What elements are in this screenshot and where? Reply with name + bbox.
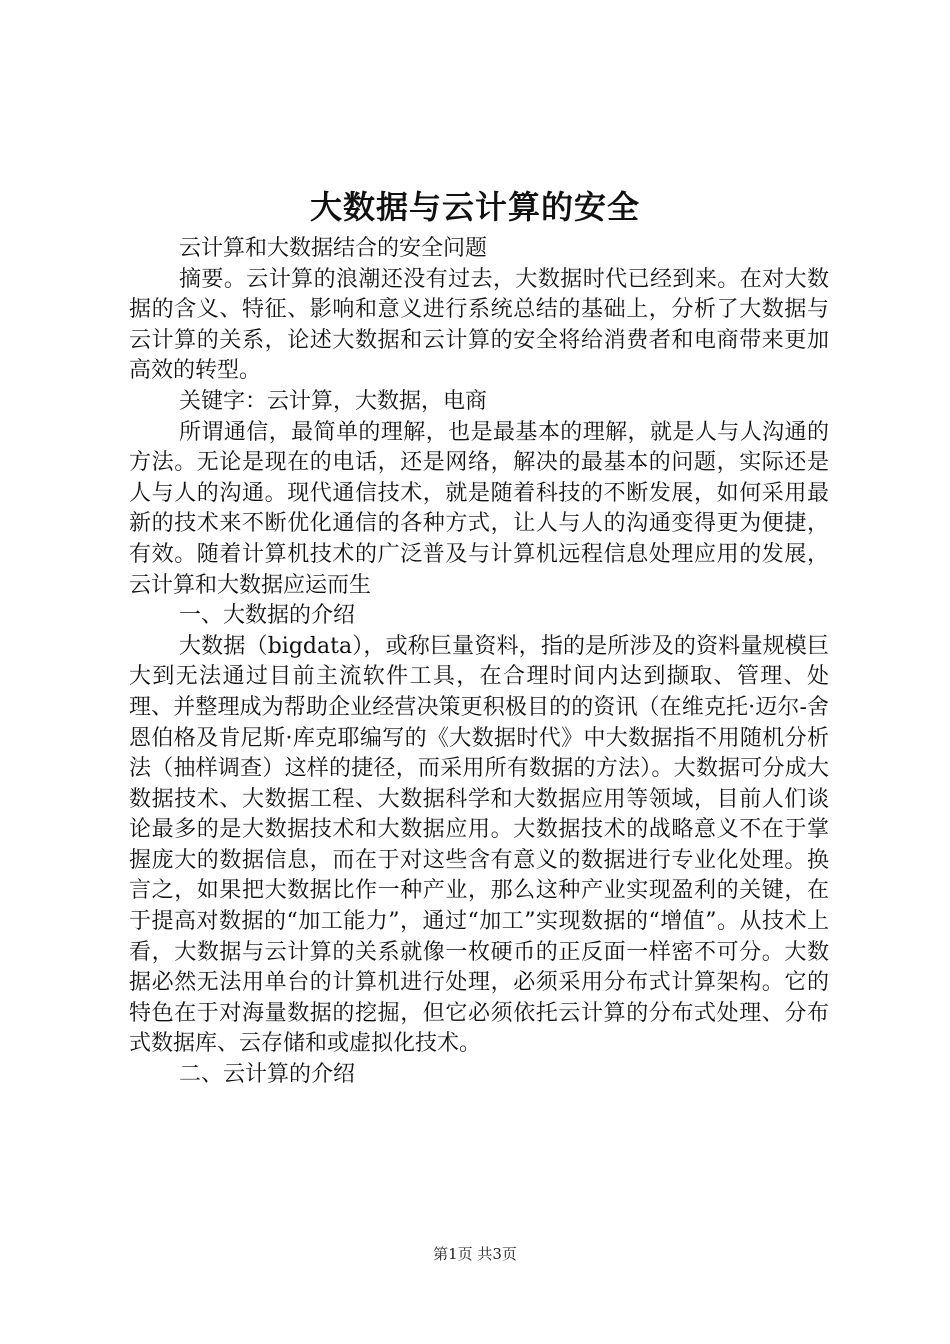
big-data-paragraph: 大数据（bigdata），或称巨量资料，指的是所涉及的资料量规模巨大到无法通过目前主流软件工具，在合理时间内达到撷取、管理、处理、并整理成为帮助企业经营决策更积极目的的资讯（在维克托·迈尔-舍恩伯格及肯尼斯·库克耶编写的《大数据时代》中大数据指不用随机分析法（抽样调查）这样的捷径，而采用所有数据的方法）。大数据可分成大数据技术、大数据工程、大数据科学和大数据应用等领域，目前人们谈论最多的是大数据技术和大数据应用。大数据技术的战略意义不在于掌握庞大的数据信息，而在于对这些含有意义的数据进行专业化处理。换言之，如果把大数据比作一种产业，那么这种产业实现盈利的关键，在于提高对数据的“加工能力”，通过“加工”实现数据的“增值”。从技术上看，大数据与云计算的关系就像一枚硬币的正反面一样密不可分。大数据必然无法用单台的计算机进行处理，必须采用分布式计算架构。它的特色在于对海量数据的挖掘，但它必须依托云计算的分布式处理、分布式数据库、云存储和或虚拟化技术。 xyxy=(129,633,829,1057)
intro-paragraph: 所谓通信，最简单的理解，也是最基本的理解，就是人与人沟通的方法。无论是现在的电话，还是网络，解决的最基本的问题，实际还是人与人的沟通。现代通信技术，就是随着科技的不断发展，如何采用最新的技术来不断优化通信的各种方式，让人与人的沟通变得更为便捷，有效。随着计算机技术的广泛普及与计算机远程信息处理应用的发展，云计算和大数据应运而生 xyxy=(129,419,829,598)
abstract-paragraph: 摘要。云计算的浪潮还没有过去，大数据时代已经到来。在对大数据的含义、特征、影响和意义进行系统总结的基础上，分析了大数据与云计算的关系，论述大数据和云计算的安全将给消费者和电商带来更加高效的转型。 xyxy=(129,266,829,384)
document-title: 大数据与云计算的安全 xyxy=(309,188,640,226)
keywords-paragraph: 关键字：云计算，大数据，电商 xyxy=(179,388,488,414)
page-footer: 第1页 共3页 xyxy=(433,1245,517,1263)
document-body xyxy=(129,234,829,1091)
section-heading-big-data: 一、大数据的介绍 xyxy=(179,603,356,629)
section-heading-cloud-computing: 二、云计算的介绍 xyxy=(179,1062,356,1088)
subtitle-paragraph: 云计算和大数据结合的安全问题 xyxy=(179,236,488,261)
